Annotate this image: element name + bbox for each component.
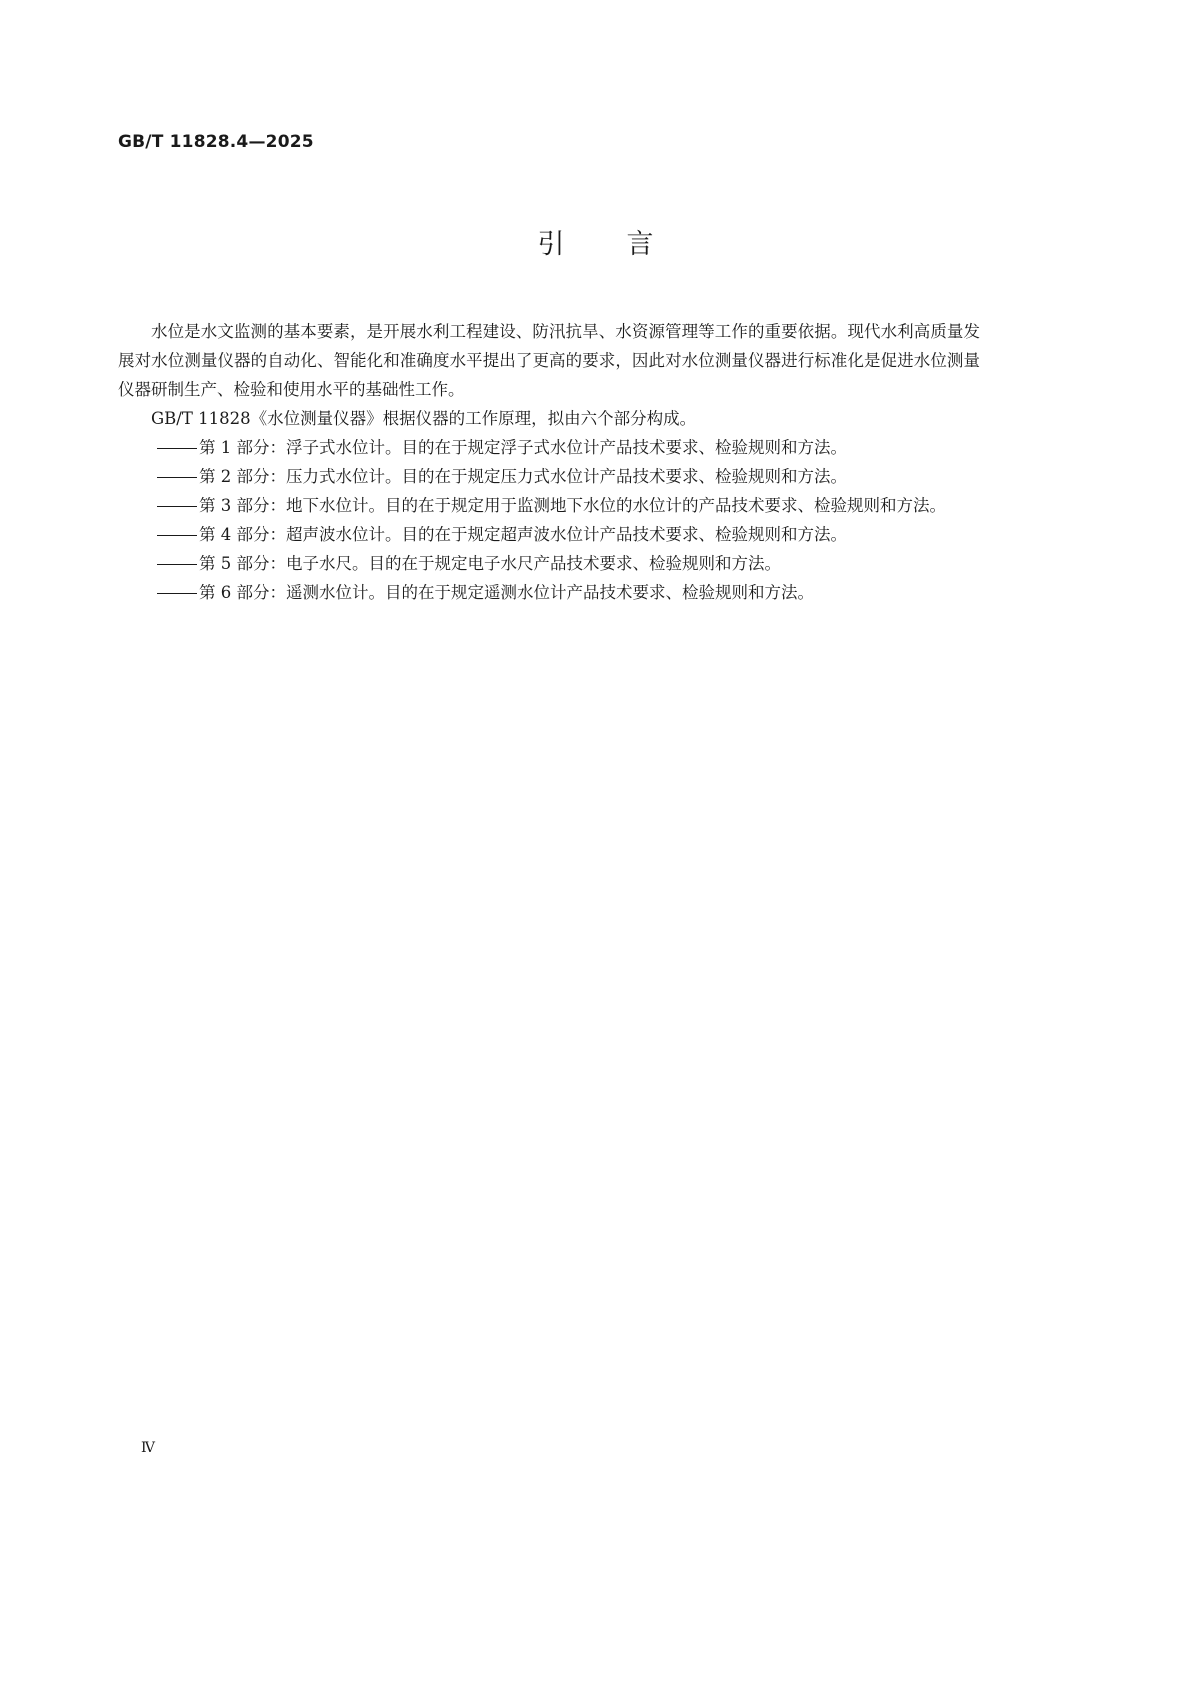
structure-paragraph: GB/T 11828《水位测量仪器》根据仪器的工作原理，拟由六个部分构成。 [151,409,697,428]
em-dash-bullet [155,462,199,491]
list-item-part-5 [118,549,980,578]
em-dash-bullet [155,433,199,462]
em-dash-bullet [155,549,199,578]
page-title: 引言 [537,229,716,260]
parts-list [118,433,980,607]
list-item-text: 第 6 部分：遥测水位计。目的在于规定遥测水位计产品技术要求、检验规则和方法。 [199,583,814,602]
list-item-part-1 [118,433,980,462]
list-item-text: 第 1 部分：浮子式水位计。目的在于规定浮子式水位计产品技术要求、检验规则和方法。 [199,438,847,457]
list-item-text: 第 3 部分：地下水位计。目的在于规定用于监测地下水位的水位计的产品技术要求、检验规则和方法。 [199,496,946,515]
em-dash-bullet [155,578,199,607]
list-item-part-4 [118,520,980,549]
list-item-part-3 [118,491,980,520]
standard-code: GB/T 11828.4—2025 [118,132,314,152]
introduction-body [118,317,980,607]
list-item-text: 第 5 部分：电子水尺。目的在于规定电子水尺产品技术要求、检验规则和方法。 [199,554,781,573]
em-dash-bullet [155,520,199,549]
list-item-part-6 [118,578,980,607]
intro-paragraph: 水位是水文监测的基本要素，是开展水利工程建设、防汛抗旱、水资源管理等工作的重要依据。现代水利高质量发展对水位测量仪器的自动化、智能化和准确度水平提出了更高的要求，因此对水位测量仪器进行标准化是促进水位测量仪器研制生产、检验和使用水平的基础性工作。 [118,322,980,399]
list-item-text: 第 2 部分：压力式水位计。目的在于规定压力式水位计产品技术要求、检验规则和方法。 [199,467,847,486]
list-item-part-2 [118,462,980,491]
list-item-text: 第 4 部分：超声波水位计。目的在于规定超声波水位计产品技术要求、检验规则和方法。 [199,525,847,544]
em-dash-bullet [155,491,199,520]
page-number: Ⅳ [141,1440,155,1456]
